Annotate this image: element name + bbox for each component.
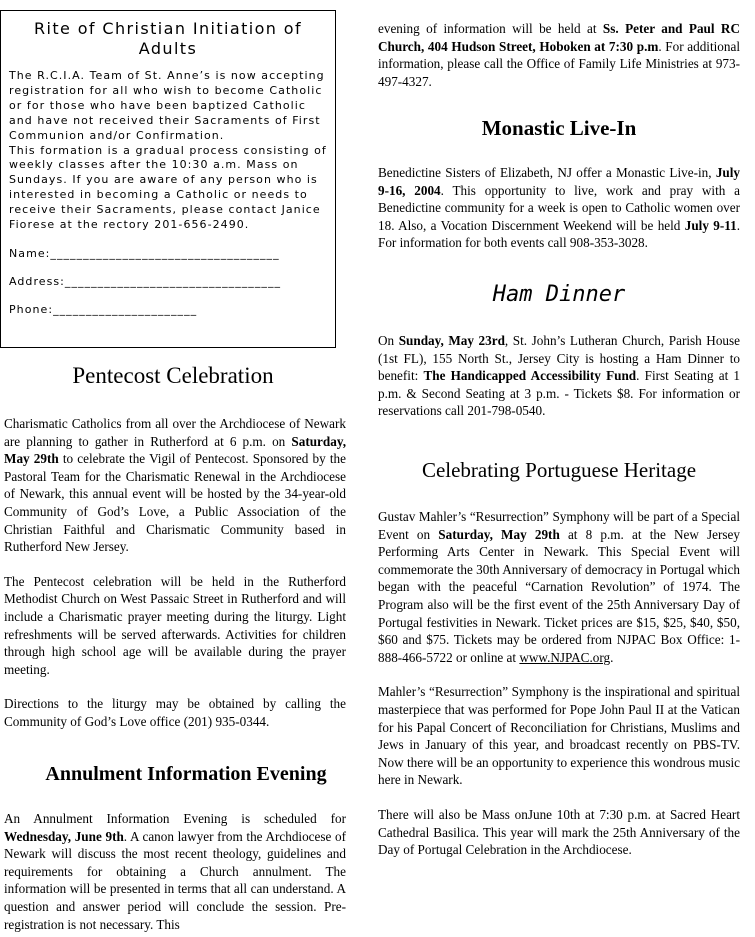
rcia-title: Rite of Christian Initiation of Adults [33,19,303,58]
monastic-heading: Monastic Live-In [481,116,637,140]
annulment-continued [378,20,740,90]
event-date: Saturday, May 29th [4,433,346,467]
event-date: Wednesday, June 9th [4,828,124,844]
text-run: Benedictine Sisters of Elizabeth, NJ offer a Monastic Live-in, [378,165,716,180]
pentecost-heading: Pentecost Celebration [72,363,274,388]
text-run: Charismatic Catholics from all over the Archdiocese of Newark are planning to gather in Rutherford at 6 p.m. on [4,416,346,449]
text-run: . A canon lawyer from the Archdiocese of Newark will discuss the most recent theology, guidelines and requirements for obtaining a Church annulment. The information will be presented in terms that all can understand. A question and answer period will conclude the session. Pre-registration is not necessary. This [4,828,346,932]
text-run: . [610,649,614,665]
name-field[interactable]: Name:___________________________________ [9,246,280,260]
rcia-form [9,247,327,317]
text-run: . For additional information, please call the Office of Family Life Ministries at 973-497-4327. [378,38,740,89]
pentecost-paragraph-1 [4,415,346,556]
text-run: evening of information will be held at [378,21,603,36]
event-date: Sunday, May 23rd [398,333,505,348]
event-date: July 9-16, 2004 [378,165,740,198]
portuguese-heritage-heading: Celebrating Portuguese Heritage [421,458,697,482]
monastic-paragraph [378,164,740,252]
text-run: . First Seating at 1 p.m. & Second Seating at 3 p.m. - Tickets $8. For information or reservations call 201-798-0540. [378,368,741,419]
text-run: to celebrate the Vigil of Pentecost. Sponsored by the Pastoral Team for the Charismatic Renewal in the Archdiocese of Newark, this annual event will be hosted by the 34-year-old Community of God’s Love, a Public Association of the Christian Faithful and Charismatic Community based in Rutherford New Jersey. [4,451,346,555]
portuguese-paragraph-1 [378,508,740,666]
text-run: An Annulment Information Evening is scheduled for [4,811,346,826]
phone-field[interactable]: Phone:______________________ [9,302,198,316]
annulment-paragraph [4,810,346,933]
event-date: Saturday, May 29th [438,526,560,542]
annulment-paragraph-continued [378,20,740,90]
annulment-article [4,810,346,933]
text-run: Gustav Mahler’s “Resurrection” Symphony will be part of a Special Event on [378,509,740,542]
text-run: at 8 p.m. at the New Jersey Performing Arts Center in Newark. This Special Event will commemorate the 30th Anniversary of democracy in Portugal which began with the peaceful “Carnation Revolution” of 1974. The Program also will be the first event of the 25th Anniversary Day of Portugal festivities in Newark. Ticket prices are $15, $25, $40, $50, $60 and $75. Tickets may be ordered from NJPAC Box Office: 1-888-466-5722 or online at [378,526,740,665]
text-run: On [378,333,399,348]
rcia-registration-box [0,10,336,348]
pentecost-article [4,415,346,731]
text-run: . This opportunity to live, work and pray with a Benedictine community for a week is open to Catholic women over 18. Also, a Vocation Discernment Weekend will be held [378,182,740,233]
annulment-heading: Annulment Information Evening [45,763,327,785]
ham-dinner-heading: Ham Dinner [492,282,626,307]
pentecost-paragraph-3: Directions to the liturgy may be obtained by calling the Community of God’s Love office (201) 935-0344. [4,696,346,729]
event-location: Ss. Peter and Paul RC Church, 404 Hudson Street, Hoboken at 7:30 p.m [378,21,740,54]
portuguese-paragraph-2: Mahler’s “Resurrection” Symphony is the inspirational and spiritual masterpiece that was performed for Pope John Paul II at the Vatican for his Papal Concert of Reconciliation for Christians, Muslims and Jews in January of this year, and broadcast recently on PBS-TV. Now there will be an opportunity to experience this wondrous music here in Newark. [378,684,740,788]
ham-dinner-article [378,332,740,420]
portuguese-paragraph-3: There will also be Mass onJune 10th at 7:30 p.m. at Sacred Heart Cathedral Basilica. This year will mark the 25th Anniversary of the Day of Portugal Celebration in the Archdiocese. [378,806,740,858]
njpac-link[interactable]: www.NJPAC.org [519,649,611,665]
text-run: . For information for both events call 908-353-3028. [378,217,740,251]
pentecost-paragraph-2: The Pentecost celebration will be held in the Rutherford Methodist Church on West Passaic Street in Rutherford and will include a Charismatic prayer meeting during the liturgy. Light refreshments will be served afterwards. Activities for children through high school age will be available during the prayer meeting. [4,573,346,677]
event-date: July 9-11 [684,217,737,233]
ham-dinner-paragraph [378,332,740,420]
text-run: , St. John’s Lutheran Church, Parish House (1st FL), 155 North St., Jersey City is hosting a Ham Dinner to benefit: [378,333,740,384]
monastic-article [378,164,740,252]
address-field[interactable]: Address:_________________________________ [9,274,282,288]
portuguese-heritage-article [378,508,740,859]
rcia-body: The R.C.I.A. Team of St. Anne’s is now accepting registration for all who wish to become Catholic or for those who have been baptized Catholic and have not received their Sacraments of First Communion and/or Confirmation. This formation is a gradual process consisting of weekly classes after the 10:30 a.m. Mass on Sundays. If you are aware of any person who is interested in becoming a Catholic or needs to receive their Sacraments, please contact Janice Fiorese at the rectory 201-656-2490. [9,69,327,232]
beneficiary: The Handicapped Accessibility Fund [423,368,637,384]
